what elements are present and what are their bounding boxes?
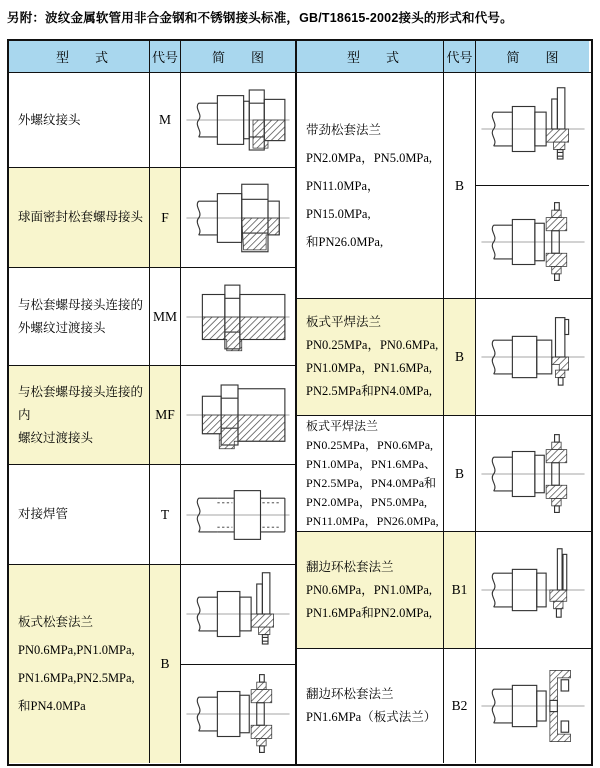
header-code: 代号 bbox=[150, 41, 181, 72]
weld-flange-diagram bbox=[478, 312, 588, 402]
header-code: 代号 bbox=[444, 41, 476, 72]
type-cell bbox=[9, 565, 150, 763]
table-row bbox=[9, 465, 295, 565]
type-cell bbox=[297, 649, 444, 763]
fitting-diagram-svg bbox=[478, 197, 588, 287]
type-cell bbox=[9, 268, 150, 365]
fitting-diagram-svg bbox=[183, 470, 293, 560]
type-text: 对接焊管 bbox=[18, 507, 69, 521]
type-cell bbox=[297, 73, 444, 298]
type-cell bbox=[9, 465, 150, 564]
type-text: PN1.0MPa，PN1.6MPa, bbox=[306, 361, 433, 375]
type-text: 板式松套法兰 bbox=[18, 615, 94, 629]
type-text: PN2.5MPa，PN4.0MPa和 bbox=[306, 475, 437, 490]
fitting-diagram-svg bbox=[478, 429, 588, 519]
loose-flange-diagram bbox=[183, 669, 293, 759]
diagram-cell bbox=[181, 73, 295, 167]
table-row bbox=[9, 565, 295, 763]
type-text: PN1.6MPa,PN2.5MPa, bbox=[18, 671, 135, 685]
left-table bbox=[9, 41, 297, 764]
code-cell: B bbox=[150, 565, 181, 763]
type-text: PN0.25MPa，PN0.6MPa, bbox=[306, 338, 439, 352]
fitting-diagram-svg bbox=[478, 545, 588, 635]
code-cell: B bbox=[444, 73, 476, 298]
code-cell: M bbox=[150, 73, 181, 167]
type-cell bbox=[9, 73, 150, 167]
type-cell bbox=[297, 532, 444, 648]
fitting-diagram-svg bbox=[183, 173, 293, 263]
male-female-fitting-diagram bbox=[183, 370, 293, 460]
table-row bbox=[297, 649, 591, 763]
type-text: PN0.6MPa，PN1.0MPa, bbox=[306, 582, 433, 597]
table-row bbox=[297, 299, 591, 416]
table-row bbox=[9, 366, 295, 465]
type-text: 和PN4.0MPa bbox=[18, 699, 86, 713]
fitting-diagram-svg bbox=[183, 75, 293, 165]
code-cell: B bbox=[444, 416, 476, 531]
fitting-diagram-svg bbox=[183, 370, 293, 460]
table-row bbox=[297, 73, 591, 299]
fitting-diagram-svg bbox=[478, 84, 588, 174]
diagram-cell bbox=[181, 168, 295, 267]
code-cell: B1 bbox=[444, 532, 476, 648]
type-text: PN0.25MPa，PN0.6MPa, bbox=[306, 437, 434, 452]
table-row bbox=[9, 268, 295, 366]
type-text: 翻边环松套法兰 bbox=[306, 559, 394, 574]
type-text: 螺纹过渡接头 bbox=[18, 430, 94, 445]
header-type: 型 式 bbox=[297, 41, 444, 72]
header-type: 型 式 bbox=[9, 41, 150, 72]
loose-flange-diagram bbox=[478, 197, 588, 287]
table-row bbox=[297, 532, 591, 649]
loose-flange-diagram bbox=[478, 429, 588, 519]
loose-flange-diagram bbox=[183, 569, 293, 659]
type-text: PN2.0MPa，PN5.0MPa, bbox=[306, 150, 433, 165]
code-cell: F bbox=[150, 168, 181, 267]
type-cell bbox=[9, 168, 150, 267]
fitting-diagram-svg bbox=[183, 569, 293, 659]
type-text: 球面密封松套螺母接头 bbox=[18, 210, 144, 224]
sphere-nut-fitting-diagram bbox=[183, 173, 293, 263]
type-cell bbox=[297, 299, 444, 415]
type-cell bbox=[297, 416, 444, 531]
type-text: PN11.0MPa，PN15.0MPa, bbox=[306, 178, 380, 221]
male-male-fitting-diagram bbox=[183, 272, 293, 362]
right-header-row bbox=[297, 41, 591, 73]
lapped-plate-flange-diagram bbox=[478, 661, 588, 751]
table-row bbox=[9, 168, 295, 268]
diagram-cell bbox=[181, 465, 295, 564]
right-table bbox=[297, 41, 591, 764]
fitting-diagram-svg bbox=[478, 661, 588, 751]
diagram-cell bbox=[476, 73, 589, 298]
diagram-cell bbox=[476, 416, 589, 531]
header-diagram: 简 图 bbox=[181, 41, 295, 72]
code-cell: B bbox=[444, 299, 476, 415]
type-text: 和PN26.0MPa, bbox=[306, 234, 384, 249]
code-cell: T bbox=[150, 465, 181, 564]
male-thread-fitting-diagram bbox=[183, 75, 293, 165]
fitting-diagram-svg bbox=[183, 272, 293, 362]
diagram-cell bbox=[476, 649, 589, 763]
loose-flange-diagram bbox=[478, 84, 588, 174]
diagram-cell bbox=[476, 532, 589, 648]
type-text: PN2.5MPa和PN4.0MPa, bbox=[306, 384, 433, 398]
code-cell: B2 bbox=[444, 649, 476, 763]
table-row bbox=[9, 73, 295, 168]
type-text: 带劲松套法兰 bbox=[306, 122, 382, 137]
type-text: 外螺纹接头 bbox=[18, 112, 81, 127]
page-title: 另附：波纹金属软管用非合金钢和不锈钢接头标准，GB/T18615-2002接头的形式和代号。 bbox=[7, 11, 513, 25]
code-cell: MM bbox=[150, 268, 181, 365]
type-text: PN2.0MPa，PN5.0MPa, bbox=[306, 494, 428, 509]
type-text: 与松套螺母接头连接的 bbox=[18, 297, 144, 312]
type-text: 板式平焊法兰 bbox=[306, 418, 379, 433]
type-text: PN11.0MPa，PN26.0MPa, bbox=[306, 513, 439, 528]
type-text: 与松套螺母接头连接的内 bbox=[18, 384, 144, 422]
type-text: PN1.0MPa，PN1.6MPa、 bbox=[306, 456, 437, 471]
type-text: PN1.6MPa（板式法兰） bbox=[306, 710, 437, 724]
fitting-tables bbox=[7, 39, 593, 766]
type-text: PN0.6MPa,PN1.0MPa, bbox=[18, 643, 135, 657]
diagram-cell bbox=[181, 268, 295, 365]
fitting-diagram-svg bbox=[183, 669, 293, 759]
diagram-cell bbox=[181, 565, 295, 763]
type-text: 外螺纹过渡接头 bbox=[18, 320, 106, 335]
left-header-row bbox=[9, 41, 295, 73]
type-text: 板式平焊法兰 bbox=[306, 315, 382, 329]
type-cell bbox=[9, 366, 150, 464]
butt-weld-diagram bbox=[183, 470, 293, 560]
type-text: 翻边环松套法兰 bbox=[306, 687, 394, 701]
code-cell: MF bbox=[150, 366, 181, 464]
fitting-diagram-svg bbox=[478, 312, 588, 402]
header-diagram: 简 图 bbox=[476, 41, 589, 72]
type-text: PN1.6MPa和PN2.0MPa, bbox=[306, 605, 433, 620]
table-row bbox=[297, 416, 591, 532]
diagram-cell bbox=[181, 366, 295, 464]
diagram-cell bbox=[476, 299, 589, 415]
lapped-flange-diagram bbox=[478, 545, 588, 635]
